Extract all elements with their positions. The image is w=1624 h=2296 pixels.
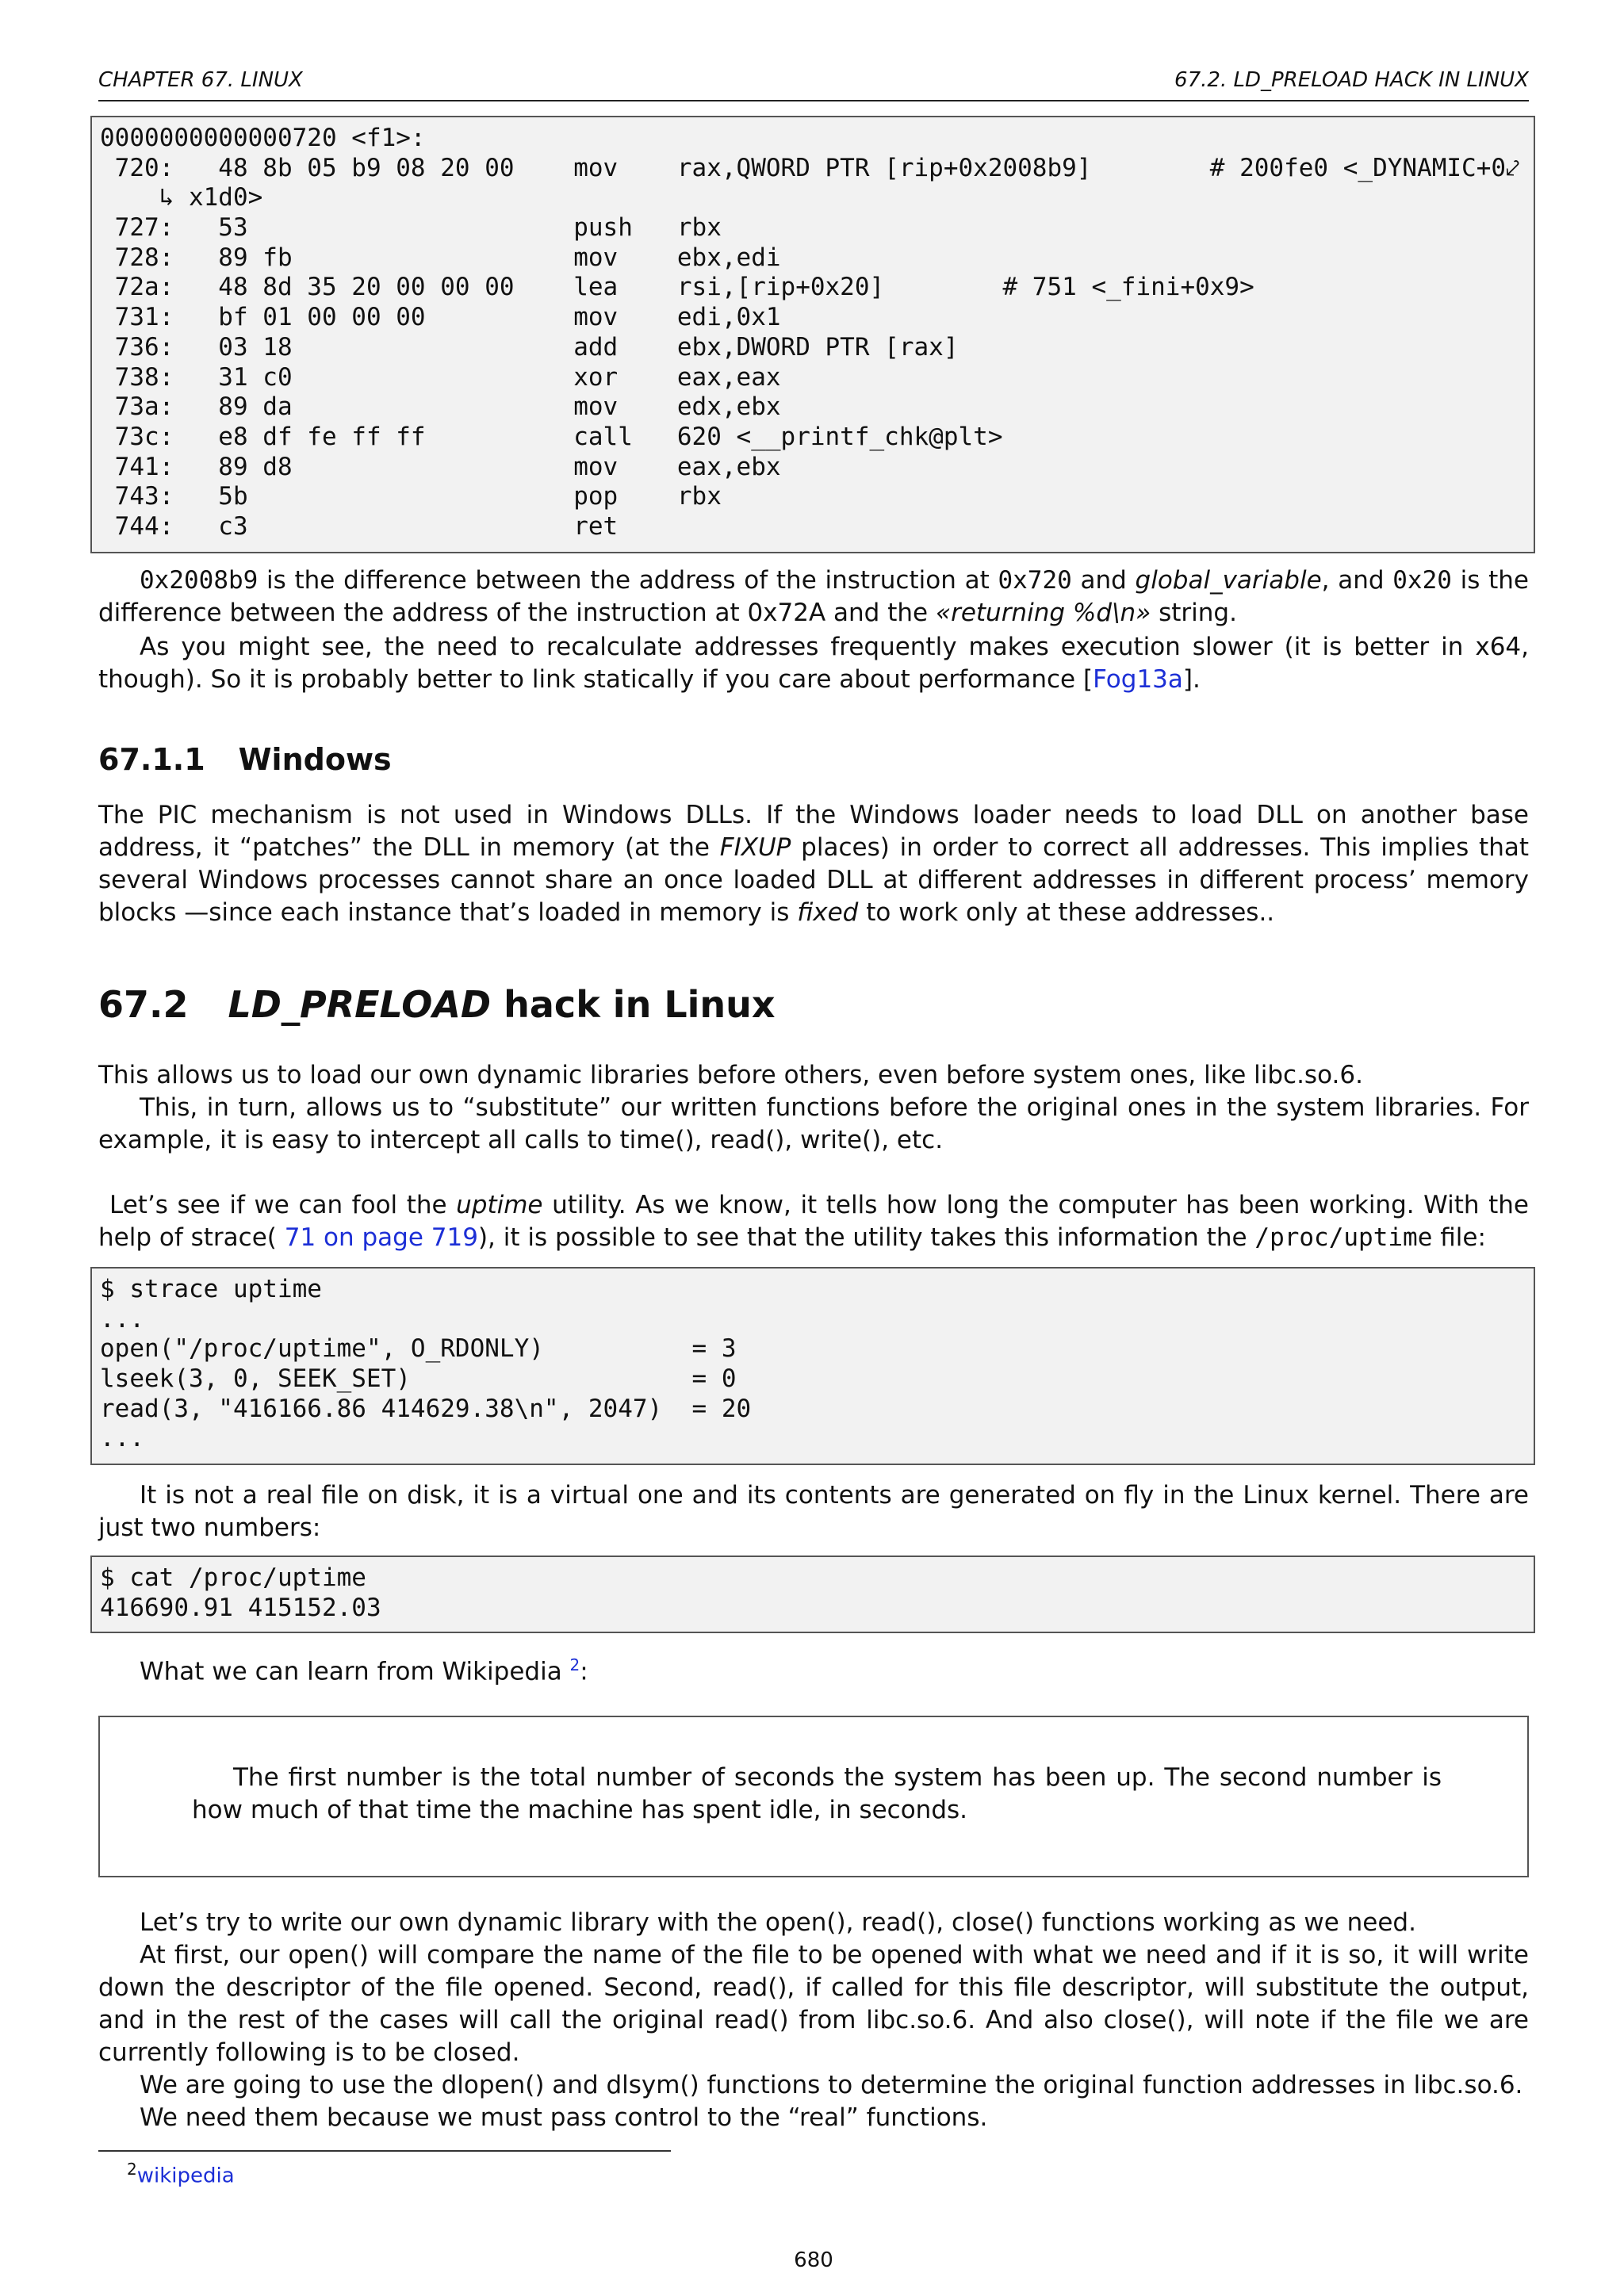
code-line: 73c: e8 df fe ff ff call 620 <__printf_chk@plt> xyxy=(100,422,1003,451)
code-line: 736: 03 18 add ebx,DWORD PTR [rax] xyxy=(100,332,959,362)
code-line: 731: bf 01 00 00 00 mov edi,0x1 xyxy=(100,303,781,332)
page-number: 680 xyxy=(794,2248,833,2272)
code-line: ... xyxy=(100,1424,144,1453)
paragraph-real-functions: We need them because we must pass control to the “real” functions. xyxy=(140,2103,988,2132)
running-header xyxy=(98,68,1529,101)
code-line: ... xyxy=(100,1304,144,1334)
paragraph-dynamic-library: Let’s try to write our own dynamic library with the open(), read(), close() functions working as we need. xyxy=(140,1908,1416,1937)
paragraph-dlopen: We are going to use the dlopen() and dlsym() functions to determine the original function addresses in libc.so.6. xyxy=(140,2071,1523,2099)
paragraph-wikipedia: What we can learn from Wikipedia $^2$: xyxy=(140,1655,588,1686)
section-heading-ld-preload: 67.2 LD_PRELOAD hack in Linux xyxy=(98,983,776,1026)
page-ref-link[interactable]: 71 on page 719 xyxy=(284,1223,478,1252)
paragraph-uptime: Let’s see if we can fool the uptime utility. As we know, it tells how long the computer has been working. With the help of strace( 71 on page 719), it is possible to see that the utility takes this information the /proc/uptime file: xyxy=(98,1191,1529,1252)
footnote-link[interactable]: wikipedia xyxy=(136,2164,235,2188)
code-line: 744: c3 ret xyxy=(100,511,619,541)
code-line: 738: 31 c0 xor eax,eax xyxy=(100,362,781,392)
footnote-marker[interactable]: 2 xyxy=(569,1655,580,1674)
paragraph-virtual-file: It is not a real file on disk, it is a virtual one and its contents are generated on fly in the Linux kernel. There are just two numbers: xyxy=(98,1481,1529,1542)
code-line: ↳ x1d0> xyxy=(100,183,263,212)
code-line: 728: 89 fb mov ebx,edi xyxy=(100,243,781,272)
footnote: $^2$wikipedia xyxy=(127,2160,235,2188)
header-section: 67.2. LD_PRELOAD HACK IN LINUX xyxy=(1174,68,1529,92)
code-line: 720: 48 8b 05 b9 08 20 00 mov rax,QWORD PTR [rip+0x2008b9] # 200fe0 <_DYNAMIC+0⤦ xyxy=(100,153,1520,182)
code-line: 0000000000000720 <f1>: xyxy=(100,124,426,152)
quote-box xyxy=(98,1716,1529,1877)
code-block-cat-uptime xyxy=(90,1556,1535,1633)
code-block-strace xyxy=(90,1267,1535,1465)
footnote-rule xyxy=(98,2150,671,2152)
code-line: $ strace uptime xyxy=(100,1275,322,1303)
code-line: $ cat /proc/uptime xyxy=(100,1563,366,1592)
citation-link[interactable]: Fog13a xyxy=(1093,665,1183,694)
header-chapter: CHAPTER 67. LINUX xyxy=(98,68,303,92)
paragraph-ld-preload-intro: This allows us to load our own dynamic libraries before others, even before system ones, like libc.so.6. xyxy=(98,1061,1363,1089)
code-block-disassembly xyxy=(90,116,1535,553)
code-line: 743: 5b pop rbx xyxy=(100,482,722,511)
code-line: read(3, "416166.86 414629.38\n", 2047) = 20 xyxy=(100,1394,752,1423)
paragraph-substitute: This, in turn, allows us to “substitute” our written functions before the original ones in the system libraries. For example, it is easy to intercept all calls to time(), read(), write(), etc. xyxy=(98,1093,1529,1154)
code-line: lseek(3, 0, SEEK_SET) = 0 xyxy=(100,1364,737,1394)
code-line: 72a: 48 8d 35 20 00 00 00 lea rsi,[rip+0x20] # 751 <_fini+0x9> xyxy=(100,273,1254,302)
quote-text: The first number is the total number of seconds the system has been up. The second number is how much of that time the machine has spent idle, in seconds. xyxy=(192,1763,1442,1824)
paragraph-windows-pic: The PIC mechanism is not used in Windows DLLs. If the Windows loader needs to load DLL on another base address, it “patches” the DLL in memory (at the FIXUP places) in order to correct all addresses. This implies that several Windows processes cannot share an once loaded DLL at different addresses in different process’ memory blocks —since each instance that’s loaded in memory is fixed to work only at these addresses.. xyxy=(98,801,1530,927)
paragraph-performance: As you might see, the need to recalculate addresses frequently makes execution slower (it is better in x64, though). So it is probably better to link statically if you care about performance [Fog13a]. xyxy=(98,633,1529,694)
code-line: 73a: 89 da mov edx,ebx xyxy=(100,392,781,422)
code-line: open("/proc/uptime", O_RDONLY) = 3 xyxy=(100,1334,737,1364)
code-line: 727: 53 push rbx xyxy=(100,213,722,243)
code-line: 416690.91 415152.03 xyxy=(100,1593,381,1622)
code-line: 741: 89 d8 mov eax,ebx xyxy=(100,452,781,481)
paragraph-open-read-close: At first, our open() will compare the name of the file to be opened with what we need and if it is so, it will write down the descriptor of the file opened. Second, read(), if called for this file descriptor, will substitute the output, and in the rest of the cases will call the original read() from libc.so.6. And also close(), will note if the file we are currently following is to be closed. xyxy=(98,1941,1529,2067)
section-heading-windows: 67.1.1 Windows xyxy=(98,742,392,777)
paragraph-address-difference: 0x2008b9 is the difference between the address of the instruction at 0x720 and global_variable, and 0x20 is the difference between the address of the instruction at 0x72A and the «returning %d\n» string. xyxy=(98,566,1529,627)
